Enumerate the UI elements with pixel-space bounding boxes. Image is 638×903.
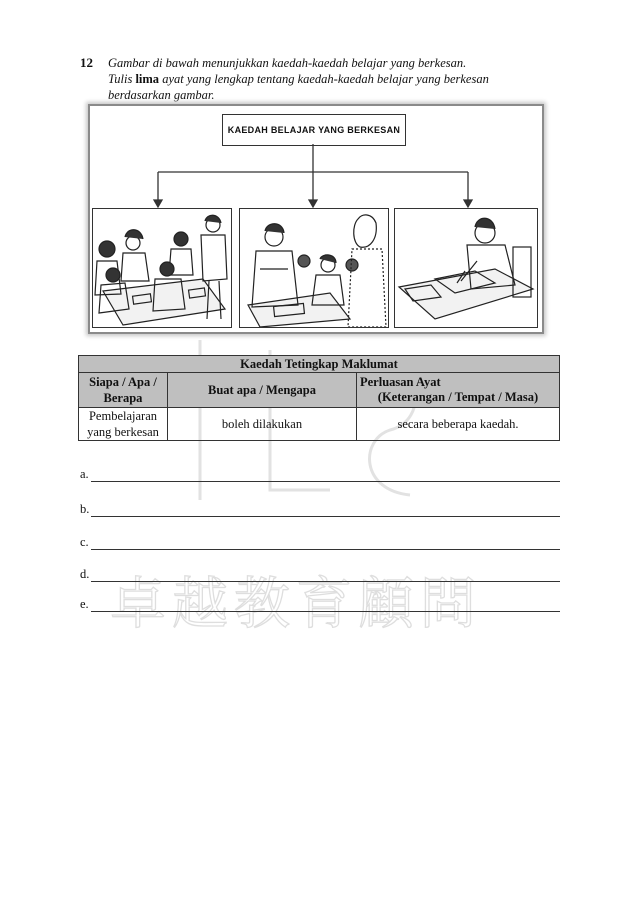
answer-letter: e. [80, 597, 89, 611]
header-do-what: Buat apa / Mengapa [168, 373, 357, 408]
classroom-drawing [240, 209, 388, 327]
group-study-drawing [93, 209, 231, 327]
panel-classroom-discussion [239, 208, 389, 328]
question-line-2-end: ayat yang lengkap tentang kaedah-kaedah belajar yang berkesan [159, 72, 489, 86]
figure-title: KAEDAH BELAJAR YANG BERKESAN [222, 114, 406, 146]
question-number: 12 [80, 55, 93, 70]
question-keyword: lima [135, 72, 160, 86]
header-extension-line1: Perluasan Ayat [360, 375, 441, 389]
cell-subject-line2: yang berkesan [87, 425, 159, 439]
question-line-1: Gambar di bawah menunjukkan kaedah-kaedah belajar yang berkesan. [108, 56, 467, 70]
cell-subject-line1: Pembelajaran [88, 409, 158, 423]
answer-letter: d. [80, 567, 90, 581]
header-extension-line2: (Keterangan / Tempat / Masa) [377, 390, 539, 404]
answer-line-b[interactable] [80, 502, 560, 520]
cell-extension: secara beberapa kaedah. [357, 408, 560, 441]
question-text [108, 55, 538, 103]
individual-study-drawing [395, 209, 537, 327]
info-window-table [78, 355, 560, 441]
header-extension [357, 373, 560, 408]
question-line-2-start: Tulis [108, 72, 136, 86]
study-methods-illustration [88, 104, 544, 334]
header-who-what-line2: Berapa [103, 391, 143, 405]
answer-letter: a. [80, 467, 89, 481]
panel-group-study [92, 208, 232, 328]
answer-letter: b. [80, 502, 90, 516]
answer-line-d[interactable] [80, 567, 560, 585]
question-line-3: berdasarkan gambar. [108, 88, 215, 102]
watermark-text: 卓越教育顧問 [110, 572, 482, 637]
cell-subject [79, 408, 168, 441]
answer-line-e[interactable] [80, 597, 560, 615]
panel-individual-study [394, 208, 538, 328]
answer-letter: c. [80, 535, 89, 549]
question-line-2 [108, 71, 538, 87]
answer-line-c[interactable] [80, 535, 560, 553]
answer-line-a[interactable] [80, 467, 560, 485]
header-who-what [79, 373, 168, 408]
table-main-header: Kaedah Tetingkap Maklumat [79, 356, 560, 373]
header-who-what-line1: Siapa / Apa / [89, 375, 157, 389]
cell-predicate: boleh dilakukan [168, 408, 357, 441]
table-row [79, 408, 560, 441]
